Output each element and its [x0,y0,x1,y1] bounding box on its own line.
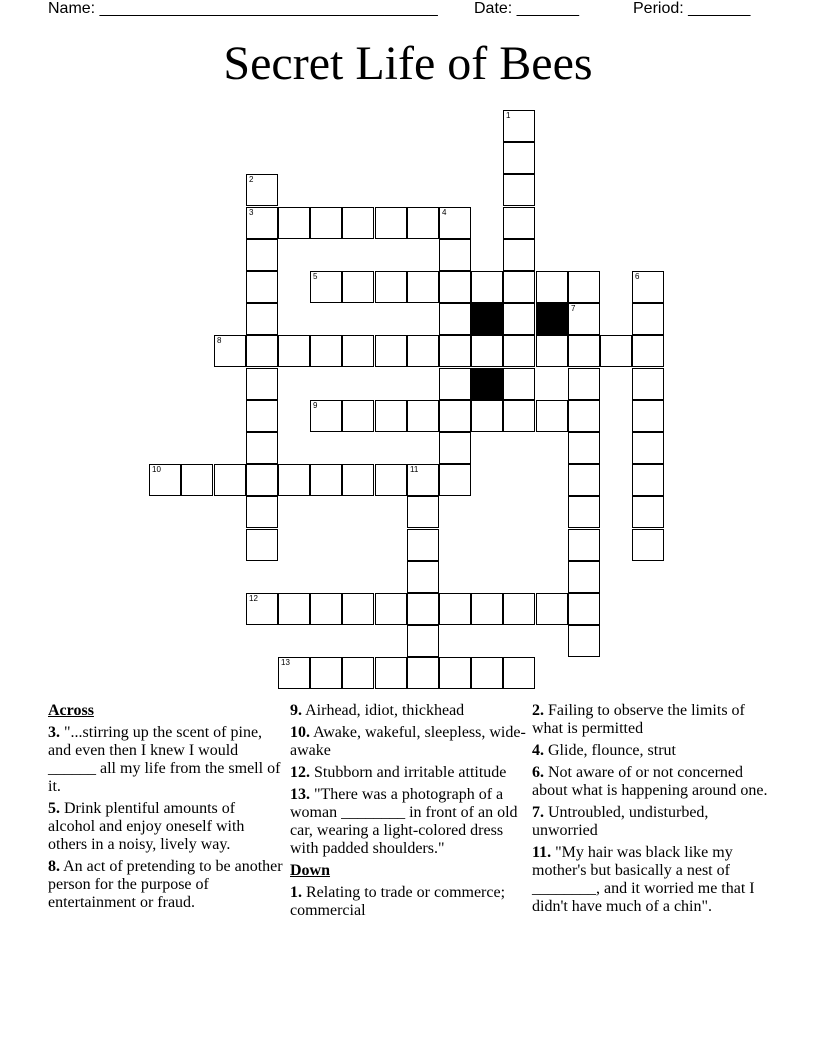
black-cell [471,368,503,400]
clue-number: 7 [571,304,576,313]
grid-cell[interactable] [407,271,439,303]
period-field[interactable]: Period: _______ [633,0,751,17]
grid-cell[interactable] [471,657,503,689]
clue-across-12: 12. Stubborn and irritable attitude [290,764,507,781]
grid-cell[interactable] [503,593,535,625]
clue-number: 3 [249,208,254,217]
grid-cell[interactable] [536,335,568,367]
grid-cell[interactable] [439,207,471,239]
grid-cell[interactable] [439,368,471,400]
grid-cell[interactable] [536,271,568,303]
grid-cell[interactable] [310,593,342,625]
grid-cell[interactable] [246,496,278,528]
grid-cell[interactable] [342,657,374,689]
grid-cell[interactable] [375,593,407,625]
grid-cell[interactable] [568,303,600,335]
grid-cell[interactable] [278,207,310,239]
grid-cell[interactable] [278,657,310,689]
grid-cell[interactable] [342,335,374,367]
grid-cell[interactable] [503,400,535,432]
grid-cell[interactable] [181,464,213,496]
grid-cell[interactable] [407,464,439,496]
grid-cell[interactable] [407,207,439,239]
grid-cell[interactable] [632,271,664,303]
grid-cell[interactable] [278,593,310,625]
grid-cell[interactable] [407,593,439,625]
grid-cell[interactable] [439,657,471,689]
grid-cell[interactable] [214,335,246,367]
date-field[interactable]: Date: _______ [474,0,579,17]
clues-column-1 [48,702,284,916]
grid-cell[interactable] [246,432,278,464]
clue-number: 4 [442,208,447,217]
grid-cell[interactable] [375,335,407,367]
grid-cell[interactable] [503,657,535,689]
clue-number: 1 [506,111,511,120]
grid-cell[interactable] [246,335,278,367]
clues-column-3 [532,702,768,920]
clue-down-2: 2. Failing to observe the limits of what is permitted [532,702,745,737]
grid-cell[interactable] [310,657,342,689]
grid-cell[interactable] [278,464,310,496]
clue-across-10: 10. Awake, wakeful, sleepless, wide-awake [290,724,526,759]
clue-across-8: 8. An act of pretending to be another person for the purpose of entertainment or fraud. [48,858,283,911]
grid-cell[interactable] [310,400,342,432]
across-heading: Across [48,702,94,719]
grid-cell[interactable] [503,207,535,239]
grid-cell[interactable] [375,400,407,432]
grid-cell[interactable] [503,335,535,367]
clue-down-6: 6. Not aware of or not concerned about what is happening around one. [532,764,768,799]
grid-cell[interactable] [632,400,664,432]
clues-column-2 [290,702,526,924]
clue-across-5: 5. Drink plentiful amounts of alcohol and enjoy oneself with others in a noisy, lively way. [48,800,245,853]
grid-cell[interactable] [568,496,600,528]
grid-cell[interactable] [471,335,503,367]
grid-cell[interactable] [503,271,535,303]
grid-cell[interactable] [568,625,600,657]
grid-cell[interactable] [471,400,503,432]
clue-number: 5 [313,272,318,281]
black-cell [471,303,503,335]
grid-cell[interactable] [310,271,342,303]
grid-cell[interactable] [568,464,600,496]
grid-cell[interactable] [503,368,535,400]
clue-down-11: 11. "My hair was black like my mother's but basically a nest of ________, and it worried me that I didn't have much of a chin". [532,844,755,915]
grid-cell[interactable] [246,593,278,625]
name-field[interactable]: Name: ______________________________________ [48,0,438,17]
clue-number: 12 [249,594,258,603]
clue-number: 8 [217,336,222,345]
grid-cell[interactable] [407,496,439,528]
clue-number: 9 [313,401,318,410]
puzzle-title: Secret Life of Bees [223,37,593,90]
grid-cell[interactable] [246,239,278,271]
grid-cell[interactable] [342,271,374,303]
grid-cell[interactable] [439,239,471,271]
grid-cell[interactable] [568,593,600,625]
grid-cell[interactable] [407,657,439,689]
grid-cell[interactable] [342,207,374,239]
down-heading: Down [290,862,331,879]
clue-number: 6 [635,272,640,281]
grid-cell[interactable] [246,271,278,303]
grid-cell[interactable] [375,464,407,496]
grid-cell[interactable] [342,464,374,496]
grid-cell[interactable] [568,400,600,432]
grid-cell[interactable] [246,368,278,400]
grid-cell[interactable] [310,464,342,496]
grid-cell[interactable] [246,303,278,335]
grid-cell[interactable] [568,529,600,561]
clue-across-9: 9. Airhead, idiot, thickhead [290,702,465,719]
grid-cell[interactable] [439,464,471,496]
grid-cell[interactable] [407,625,439,657]
black-cell [536,303,568,335]
grid-cell[interactable] [632,303,664,335]
grid-cell[interactable] [632,432,664,464]
grid-cell[interactable] [407,335,439,367]
grid-cell[interactable] [439,400,471,432]
clue-down-1: 1. Relating to trade or commerce; commercial [290,884,506,919]
clue-number: 11 [410,465,419,474]
grid-cell[interactable] [407,561,439,593]
grid-cell[interactable] [342,400,374,432]
grid-cell[interactable] [600,335,632,367]
grid-cell[interactable] [246,174,278,206]
grid-cell[interactable] [503,239,535,271]
grid-cell[interactable] [471,593,503,625]
clue-down-7: 7. Untroubled, undisturbed, unworried [532,804,709,839]
grid-cell[interactable] [310,335,342,367]
grid-cell[interactable] [632,335,664,367]
grid-cell[interactable] [149,464,181,496]
grid-cell[interactable] [632,529,664,561]
grid-cell[interactable] [503,303,535,335]
grid-cell[interactable] [503,174,535,206]
grid-cell[interactable] [503,110,535,142]
grid-cell[interactable] [568,432,600,464]
clue-across-13: 13. "There was a photograph of a woman ________ in front of an old car, wearing a light-colored dress with padded shoulders." [290,786,518,857]
grid-cell[interactable] [536,593,568,625]
clue-number: 13 [281,658,290,667]
grid-cell[interactable] [246,400,278,432]
clue-number: 10 [152,465,161,474]
grid-cell[interactable] [568,561,600,593]
grid-cell[interactable] [568,271,600,303]
clue-across-3: 3. "...stirring up the scent of pine, and even then I knew I would ______ all my life from the smell of it. [48,724,281,795]
grid-cell[interactable] [407,400,439,432]
grid-cell[interactable] [503,142,535,174]
grid-cell[interactable] [214,464,246,496]
grid-cell[interactable] [471,271,503,303]
grid-cell[interactable] [278,335,310,367]
grid-cell[interactable] [407,529,439,561]
grid-cell[interactable] [632,464,664,496]
grid-cell[interactable] [310,207,342,239]
grid-cell[interactable] [439,432,471,464]
clue-down-4: 4. Glide, flounce, strut [532,742,676,759]
grid-cell[interactable] [342,593,374,625]
grid-cell[interactable] [536,400,568,432]
grid-cell[interactable] [632,368,664,400]
grid-cell[interactable] [439,303,471,335]
grid-cell[interactable] [439,271,471,303]
clue-number: 2 [249,175,254,184]
grid-cell[interactable] [568,368,600,400]
grid-cell[interactable] [246,464,278,496]
grid-cell[interactable] [246,207,278,239]
grid-cell[interactable] [568,335,600,367]
grid-cell[interactable] [246,529,278,561]
grid-cell[interactable] [439,335,471,367]
grid-cell[interactable] [375,657,407,689]
grid-cell[interactable] [375,271,407,303]
grid-cell[interactable] [439,593,471,625]
grid-cell[interactable] [632,496,664,528]
grid-cell[interactable] [375,207,407,239]
